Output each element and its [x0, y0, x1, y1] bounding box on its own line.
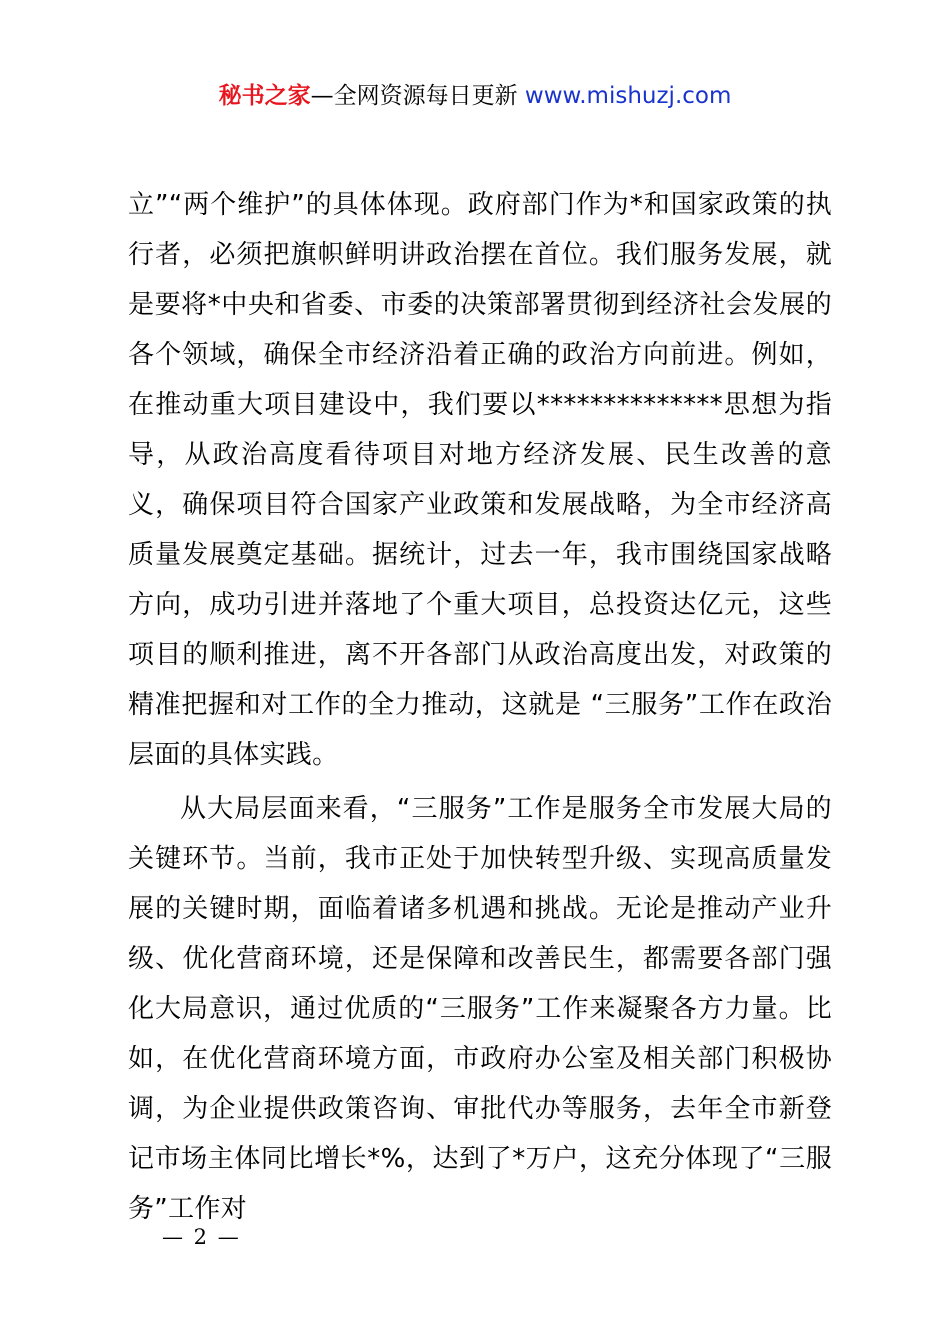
paragraph-1: 立”“两个维护”的具体体现。政府部门作为*和国家政策的执行者，必须把旗帜鲜明讲政治摆在首位。我们服务发展，就是要将*中央和省委、市委的决策部署贯彻到经济社会发展的各个领域，确保全市经济沿着正确的政治方向前进。例如，在推动重大项目建设中，我们要以**************思想为指导，从政治高度看待项目对地方经济发展、民生改善的意义，确保项目符合国家产业政策和发展战略，为全市经济高质量发展奠定基础。据统计，过去一年，我市围绕国家战略方向，成功引进并落地了个重大项目，总投资达亿元，这些项目的顺利推进，离不开各部门从政治高度出发，对政策的精准把握和对工作的全力推动，这就是 “三服务”工作在政治层面的具体实践。	[128, 190, 832, 770]
site-url-link[interactable]: www.mishuzj.com	[524, 83, 732, 109]
page-number: — 2 —	[162, 1225, 241, 1249]
site-header	[0, 78, 950, 114]
site-tagline: —全网资源每日更新	[310, 83, 525, 109]
paragraph-2: 从大局层面来看，“三服务”工作是服务全市发展大局的关键环节。当前，我市正处于加快转型升级、实现高质量发展的关键时期，面临着诸多机遇和挑战。无论是推动产业升级、优化营商环境，还是保障和改善民生，都需要各部门强化大局意识，通过优质的“三服务”工作来凝聚各方力量。比如，在优化营商环境方面，市政府办公室及相关部门积极协调，为企业提供政策咨询、审批代办等服务，去年全市新登记市场主体同比增长*%，达到了*万户，这充分体现了“三服务”工作对	[128, 794, 832, 1224]
site-brand: 秘书之家	[218, 83, 311, 109]
document-body	[128, 180, 832, 1234]
